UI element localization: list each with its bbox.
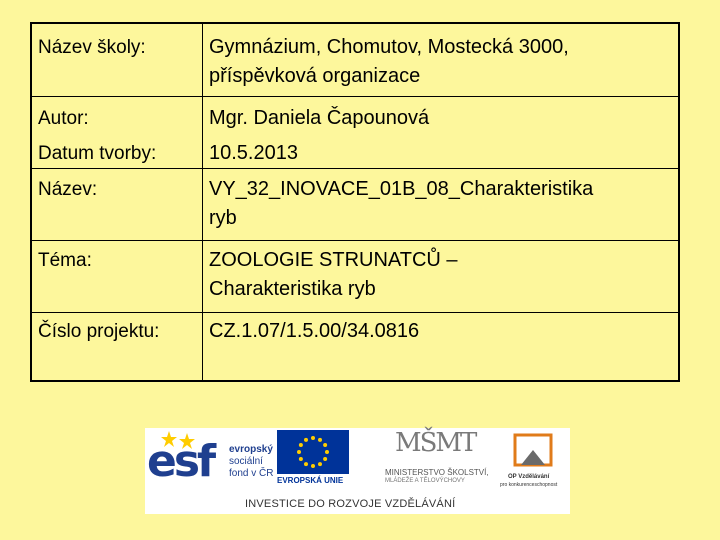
title-value-line1: VY_32_INOVACE_01B_08_Charakteristika <box>209 178 594 200</box>
date-label: Datum tvorby: <box>38 143 157 164</box>
eu-star-icon <box>318 462 322 466</box>
eu-label: EVROPSKÁ UNIE <box>277 476 344 485</box>
esf-text-line3: fond v ČR <box>229 468 274 479</box>
eu-star-icon <box>318 438 322 442</box>
topic-value-line2: Charakteristika ryb <box>209 278 376 300</box>
author-value: Mgr. Daniela Čapounová <box>209 107 430 129</box>
op-text-line1: OP Vzdělávání <box>508 474 550 480</box>
eu-star-icon <box>323 457 327 461</box>
eu-star-icon <box>299 457 303 461</box>
info-table <box>30 22 680 382</box>
project-label: Číslo projektu: <box>38 321 160 342</box>
row-divider <box>32 168 678 169</box>
msmt-text-line1: MINISTERSTVO ŠKOLSTVÍ, <box>385 468 489 477</box>
esf-text-line2: sociální <box>229 456 263 467</box>
eu-star-icon <box>304 462 308 466</box>
eu-star-icon <box>304 438 308 442</box>
title-value-line2: ryb <box>209 207 237 229</box>
msmt-mark: MŠMT <box>395 428 476 458</box>
op-logo <box>500 428 570 488</box>
op-emblem-icon <box>512 432 556 472</box>
esf-mark: esf <box>147 436 214 487</box>
column-divider <box>202 24 203 380</box>
title-label: Název: <box>38 179 98 200</box>
logo-strip <box>145 428 570 514</box>
topic-value-line1: ZOOLOGIE STRUNATCŮ – <box>209 249 458 271</box>
date-value: 10.5.2013 <box>209 142 298 164</box>
eu-star-icon <box>297 450 301 454</box>
eu-flag-logo <box>277 430 355 488</box>
row-divider <box>32 96 678 97</box>
esf-text-line1: evropský <box>229 444 273 455</box>
row-divider <box>32 312 678 313</box>
op-text-line2: pro konkurenceschopnost <box>500 482 558 488</box>
topic-label: Téma: <box>38 250 92 271</box>
row-divider <box>32 240 678 241</box>
author-label: Autor: <box>38 108 89 129</box>
esf-logo <box>145 428 274 488</box>
eu-star-icon <box>299 443 303 447</box>
eu-star-icon <box>311 436 315 440</box>
msmt-text-line2: MLÁDEŽE A TĚLOVÝCHOVY <box>385 478 465 484</box>
eu-star-icon <box>325 450 329 454</box>
tagline: INVESTICE DO ROZVOJE VZDĚLÁVÁNÍ <box>245 498 456 510</box>
eu-flag-icon <box>277 430 349 474</box>
school-label: Název školy: <box>38 37 146 58</box>
eu-star-icon <box>311 464 315 468</box>
eu-star-icon <box>323 443 327 447</box>
school-value-line1: Gymnázium, Chomutov, Mostecká 3000, <box>209 36 569 58</box>
project-value: CZ.1.07/1.5.00/34.0816 <box>209 320 420 342</box>
msmt-logo <box>367 428 497 488</box>
school-value-line2: příspěvková organizace <box>209 65 421 87</box>
